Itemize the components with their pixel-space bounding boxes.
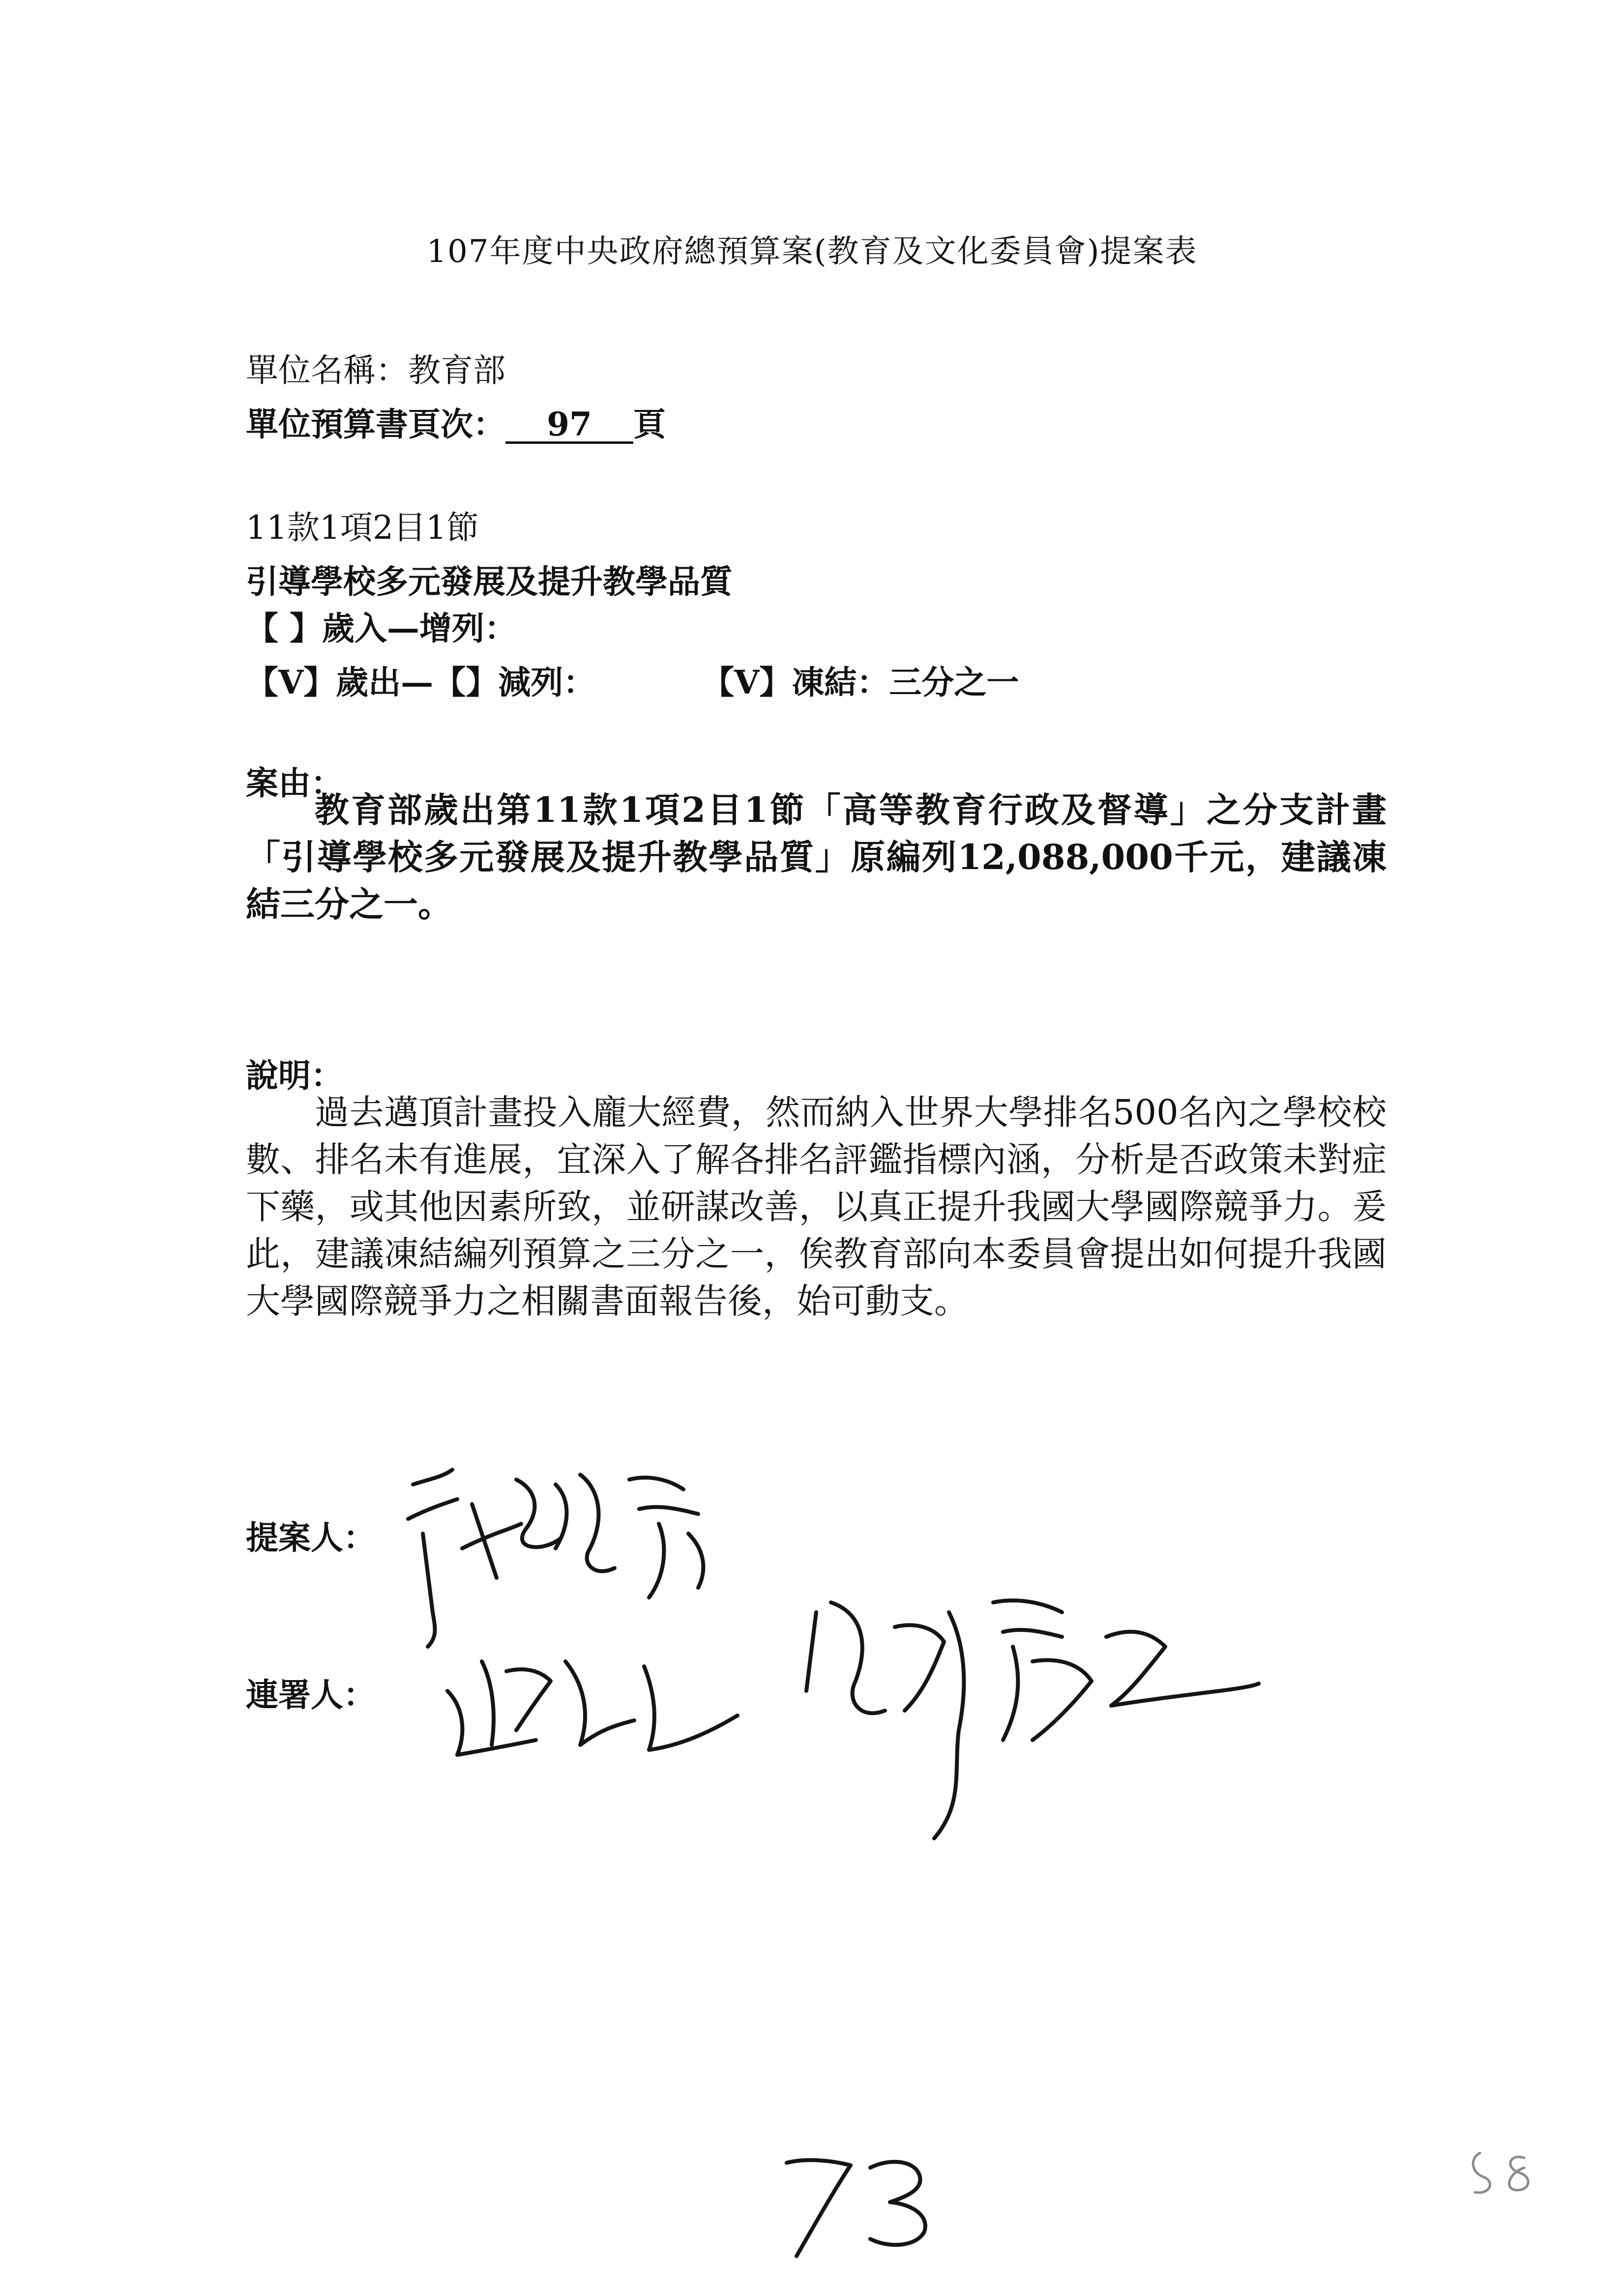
reason-heading: 案由：	[246, 764, 343, 802]
plan-name: 引導學校多元發展及提升教學品質	[246, 562, 733, 601]
budget-page-line	[246, 398, 666, 445]
proposer-label: 提案人：	[246, 1518, 376, 1557]
budget-section: 11款1項2目1節	[246, 509, 479, 547]
cosigner-label: 連署人：	[246, 1676, 376, 1714]
expenditure-cut: 【V】歲出—【】減列：	[246, 663, 596, 701]
reason-body: 教育部歲出第11款1項2目1節「高等教育行政及督導」之分支計畫「引導學校多元發展及提升教學品質」原編列12,088,000千元，建議凍結三分之一。	[246, 789, 1387, 925]
explanation-heading: 說明：	[246, 1056, 343, 1095]
budget-page-label: 單位預算書頁次：	[246, 405, 505, 443]
expenditure-freeze: 【V】凍結：三分之一	[702, 663, 1019, 701]
handwritten-page-number	[777, 2148, 944, 2266]
proposer-signature	[393, 1450, 738, 1657]
budget-page-value: 97	[505, 407, 633, 444]
budget-page-suffix: 頁	[633, 405, 666, 443]
corner-mark	[1465, 2138, 1573, 2202]
cosigner-signature-1	[438, 1632, 752, 1779]
corner-mark-text: 58	[1465, 2138, 1466, 2139]
explanation-body: 過去邁頂計畫投入龐大經費，然而納入世界大學排名500名內之學校校數、排名未有進展，宜深入了解各排名評鑑指標內涵，分析是否政策未對症下藥，或其他因素所致，並研謀改善，以真正提升我國大學國際競爭力。爰此，建議凍結編列預算之三分之一，俟教育部向本委員會提出如何提升我國大學國際競爭力之相關書面報告後，始可動支。	[246, 1092, 1387, 1321]
expenditure-line	[246, 656, 1019, 703]
revenue-line: 【 】歲入—增列：	[246, 609, 517, 647]
unit-name: 單位名稱：教育部	[246, 351, 505, 389]
document-title: 107年度中央政府總預算案(教育及文化委員會)提案表	[426, 233, 1198, 270]
cosigner-signature-2	[787, 1583, 1269, 1858]
handwritten-page-number-text: 73	[777, 2148, 778, 2149]
